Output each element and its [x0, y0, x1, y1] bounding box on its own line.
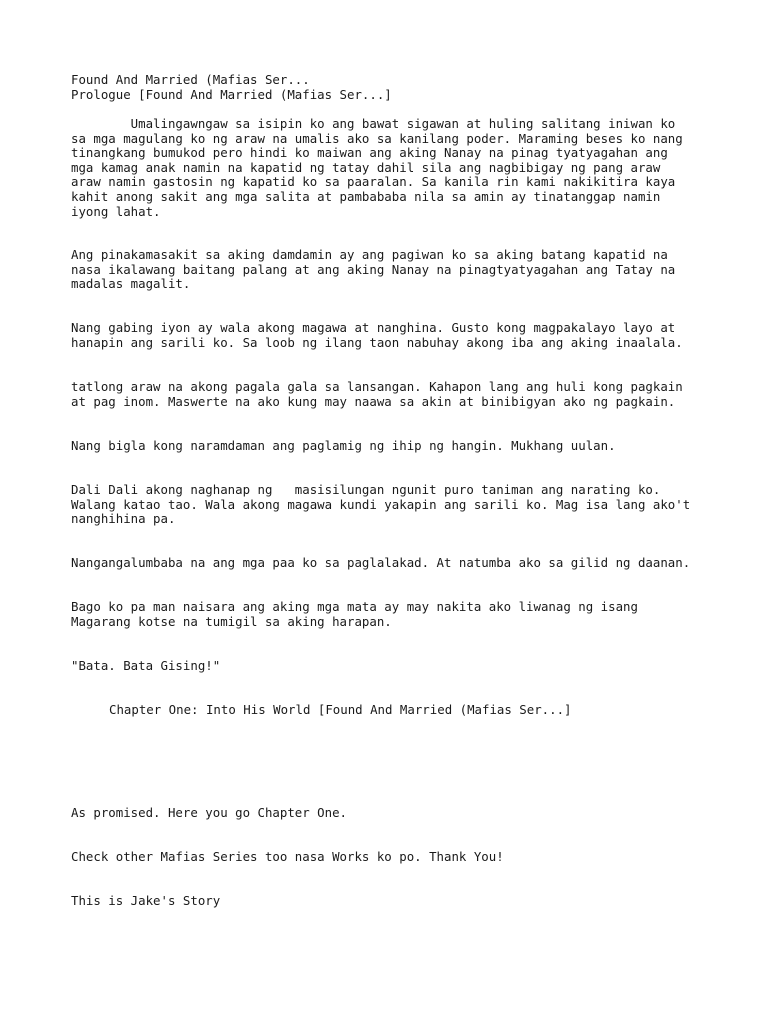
paragraph-line: Umalingawngaw sa isipin ko ang bawat sigawan at huling salitang iniwan ko: [71, 116, 676, 131]
paragraph-3: [71, 321, 683, 350]
paragraph-line: madalas magalit.: [71, 276, 191, 292]
paragraph-9: [71, 659, 220, 674]
paragraph-line: Magarang kotse na tumigil sa aking harapan.: [71, 613, 392, 629]
paragraph-line: sa mga magulang ko ng araw na umalis ako sa kanilang poder. Maraming beses ko nang: [71, 130, 683, 146]
section-title: Prologue [Found And Married (Mafias Ser...]: [71, 86, 392, 102]
paragraph-line: Nangangalumbaba na ang mga paa ko sa paglalakad. At natumba ako sa gilid ng daanan.: [71, 555, 691, 570]
chapter-paragraph-3: [71, 894, 220, 909]
chapter-title: Chapter One: Into His World [Found And Married (Mafias Ser...]: [109, 702, 572, 717]
paragraph-line: kahit anong sakit ang mga salita at pambababa nila sa amin ay tinatanggap namin: [71, 188, 661, 204]
paragraph-line: Ang pinakamasakit sa aking damdamin ay ang pagiwan ko sa aking batang kapatid na: [71, 247, 668, 262]
paragraph-line: Nang bigla kong naramdaman ang paglamig ng ihip ng hangin. Mukhang uulan.: [71, 438, 616, 453]
paragraph-line: Check other Mafias Series too nasa Works ko po. Thank You!: [71, 849, 504, 864]
paragraph-1: [71, 117, 683, 219]
paragraph-line: As promised. Here you go Chapter One.: [71, 805, 348, 820]
paragraph-line: nanghihina pa.: [71, 511, 176, 527]
document-header: [71, 73, 392, 102]
chapter-paragraph-1: [71, 806, 347, 821]
paragraph-7: [71, 556, 690, 571]
paragraph-line: "Bata. Bata Gising!": [71, 658, 221, 673]
paragraph-4: [71, 380, 683, 409]
paragraph-line: Walang katao tao. Wala akong magawa kundi yakapin ang sarili ko. Mag isa lang ako't: [71, 496, 691, 512]
paragraph-6: [71, 483, 690, 527]
paragraph-line: Nang gabing iyon ay wala akong magawa at nanghina. Gusto kong magpakalayo layo at: [71, 320, 676, 335]
paragraph-line: araw namin gastosin ng kapatid ko sa paaralan. Sa kanila rin kami nakikitira kaya: [71, 174, 676, 190]
chapter-heading: [71, 703, 572, 718]
paragraph-line: mga kamag anak namin na kapatid ng tatay dahil sila ang nagbibigay ng pang araw: [71, 159, 661, 175]
paragraph-2: [71, 248, 675, 292]
paragraph-line: hanapin ang sarili ko. Sa loob ng ilang taon nabuhay akong iba ang aking inaalala.: [71, 334, 683, 350]
paragraph-line: Bago ko pa man naisara ang aking mga mata ay may nakita ako liwanag ng isang: [71, 599, 638, 614]
paragraph-8: [71, 600, 638, 629]
document-title: Found And Married (Mafias Ser...: [71, 72, 310, 87]
paragraph-line: Dali Dali akong naghanap ng masisilungan ngunit puro taniman ang narating ko.: [71, 482, 661, 497]
paragraph-line: This is Jake's Story: [71, 893, 221, 908]
paragraph-line: at pag inom. Maswerte na ako kung may naawa sa akin at binibigyan ako ng pagkain.: [71, 393, 676, 409]
paragraph-5: [71, 439, 616, 454]
paragraph-line: tinangkang bumukod pero hindi ko maiwan ang aking Nanay na pinag tyatyagahan ang: [71, 145, 668, 161]
chapter-paragraph-2: [71, 850, 504, 865]
paragraph-line: nasa ikalawang baitang palang at ang aking Nanay na pinagtyatyagahan ang Tatay na: [71, 261, 676, 277]
paragraph-line: tatlong araw na akong pagala gala sa lansangan. Kahapon lang ang huli kong pagkain: [71, 379, 683, 394]
paragraph-line: iyong lahat.: [71, 203, 161, 219]
